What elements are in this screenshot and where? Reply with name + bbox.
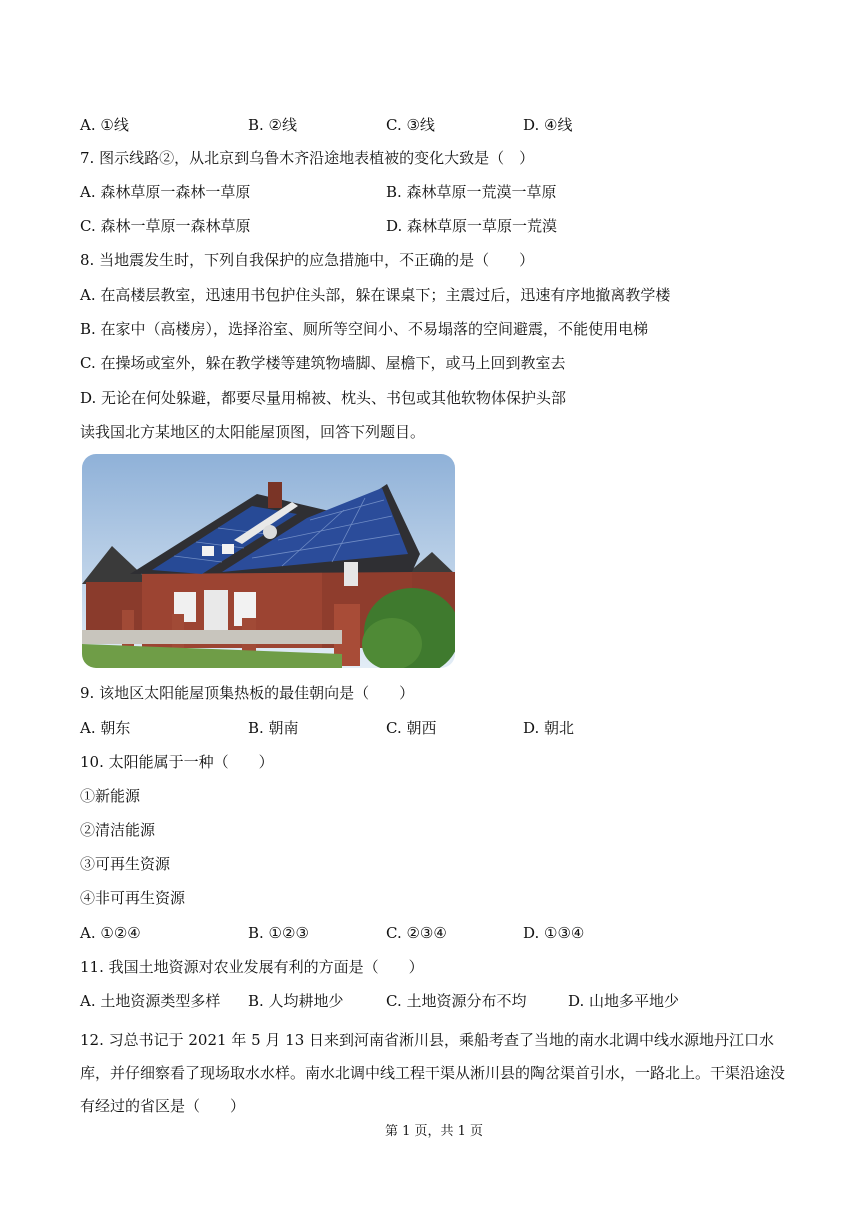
q11-stem: 11. 我国土地资源对农业发展有利的方面是（ ）	[80, 958, 424, 976]
q11-option-c: C. 土地资源分布不均	[386, 992, 527, 1010]
q12-stem: 12. 习总书记于 2021 年 5 月 13 日来到河南省淅川县，乘船考查了当地的南水北调中线水源地丹江口水库，并仔细察看了现场取水水样。南水北调中线工程干渠从淅川县的陶岔渠首引水，一路北上。干渠沿途没有经过的省区是（ ）	[80, 1031, 786, 1115]
reading-intro: 读我国北方某地区的太阳能屋顶图，回答下列题目。	[80, 423, 426, 441]
q9-stem: 9. 该地区太阳能屋顶集热板的最佳朝向是（ ）	[80, 684, 415, 702]
q7-stem: 7. 图示线路②，从北京到乌鲁木齐沿途地表植被的变化大致是（ ）	[80, 149, 535, 167]
q11-option-d: D. 山地多平地少	[568, 992, 680, 1010]
q9-option-c: C. 朝西	[386, 719, 437, 737]
q10-option-b: B. ①②③	[248, 924, 309, 942]
page-footer: 第 1 页，共 1 页	[384, 1124, 484, 1139]
q10-stem: 10. 太阳能属于一种（ ）	[80, 753, 274, 771]
q9-options	[80, 717, 780, 739]
q9-option-a: A. 朝东	[80, 719, 131, 737]
solar-roof-house-illustration	[82, 454, 455, 668]
q10-option-a: A. ①②④	[80, 924, 141, 942]
q10-option-d: D. ①③④	[523, 924, 585, 942]
q10-item-4: ④非可再生资源	[80, 889, 186, 907]
q9-option-d: D. 朝北	[523, 719, 575, 737]
q7-option-d: D. 森林草原一草原一荒漠	[386, 217, 558, 235]
q10-item-2: ②清洁能源	[80, 821, 156, 839]
q11-option-a: A. 土地资源类型多样	[80, 992, 221, 1010]
q7-option-c: C. 森林一草原一森林草原	[80, 217, 251, 235]
q10-item-1: ①新能源	[80, 787, 141, 805]
q7-options-row1	[80, 181, 780, 203]
q11-option-b: B. 人均耕地少	[248, 992, 344, 1010]
q8-option-a: A. 在高楼层教室，迅速用书包护住头部，躲在课桌下；主震过后，迅速有序地撤离教学楼	[80, 286, 671, 304]
q6-option-a: A. ①线	[80, 116, 129, 134]
q10-option-c: C. ②③④	[386, 924, 447, 942]
q7-option-b: B. 森林草原一荒漠一草原	[386, 183, 557, 201]
q11-options	[80, 990, 780, 1012]
q8-stem: 8. 当地震发生时，下列自我保护的应急措施中，不正确的是（ ）	[80, 251, 535, 269]
q6-option-b: B. ②线	[248, 116, 298, 134]
q7-options-row2	[80, 215, 780, 237]
q8-option-c: C. 在操场或室外，躲在教学楼等建筑物墙脚、屋檐下，或马上回到教室去	[80, 354, 566, 372]
solar-roof-photo	[82, 454, 455, 668]
q6-options	[80, 114, 780, 136]
q8-option-b: B. 在家中（高楼房），选择浴室、厕所等空间小、不易塌落的空间避震，不能使用电梯	[80, 320, 649, 338]
q6-option-c: C. ③线	[386, 116, 435, 134]
q7-option-a: A. 森林草原一森林一草原	[80, 183, 251, 201]
q10-item-3: ③可再生资源	[80, 855, 171, 873]
q9-option-b: B. 朝南	[248, 719, 299, 737]
q8-option-d: D. 无论在何处躲避，都要尽量用棉被、枕头、书包或其他软物体保护头部	[80, 389, 567, 407]
q6-option-d: D. ④线	[523, 116, 573, 134]
q10-options	[80, 922, 780, 944]
